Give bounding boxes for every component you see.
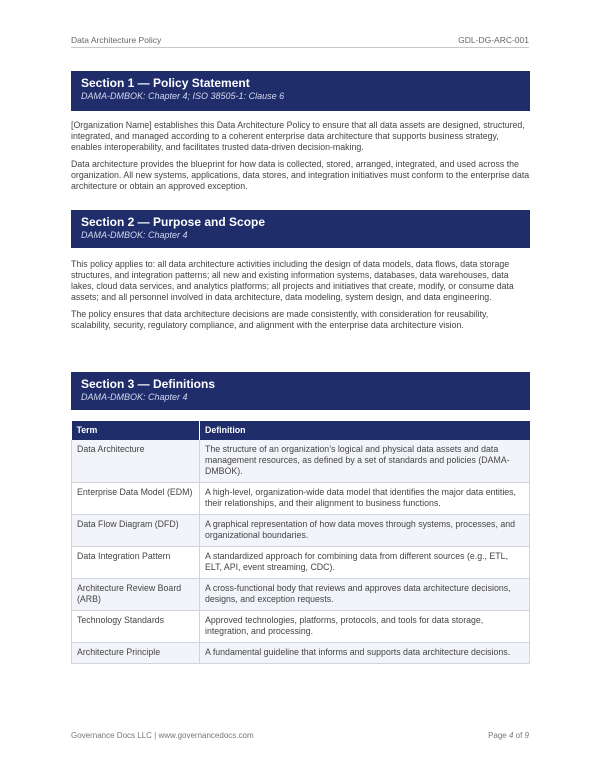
definition-cell: Approved technologies, platforms, protocols, and tools for data storage, integration, and processing.	[200, 611, 530, 643]
page-current: 4	[508, 731, 514, 740]
term-cell: Architecture Principle	[72, 643, 200, 664]
section-2	[71, 210, 530, 331]
section-1-banner	[71, 71, 530, 111]
section-3	[71, 372, 530, 664]
page-number	[488, 731, 529, 740]
definitions-table	[71, 421, 530, 664]
term-cell: Enterprise Data Model (EDM)	[72, 483, 200, 515]
definition-cell: The structure of an organization’s logical and physical data assets and data management resources, as defined by a set of standards and policies (DAMA-DMBOK).	[200, 440, 530, 483]
column-header-definition: Definition	[200, 421, 530, 440]
section-2-paragraph-2: The policy ensures that data architecture decisions are made consistently, with consideration for reusability, scalability, security, regulatory compliance, and alignment with the enterprise data architecture vision.	[71, 309, 489, 330]
section-3-banner	[71, 372, 530, 410]
section-1-paragraph-2: Data architecture provides the blueprint for how data is collected, stored, arranged, integrated, and used across the organization. All new systems, applications, data stores, and integration initiatives must conform to the enterprise data architecture or obtain an approved exception.	[71, 159, 530, 191]
section-1-title: Section 1 — Policy Statement	[81, 76, 250, 90]
footer-company: Governance Docs LLC | www.governancedocs.com	[71, 731, 254, 740]
term-cell: Data Flow Diagram (DFD)	[72, 515, 200, 547]
page-total: 9	[524, 731, 529, 740]
definition-cell: A standardized approach for combining data from different sources (e.g., ETL, ELT, API, event streaming, CDC).	[200, 547, 530, 579]
term-cell: Data Architecture	[72, 440, 200, 483]
table-row	[72, 440, 530, 483]
page-prefix: Page	[488, 731, 509, 740]
definition-cell: A fundamental guideline that informs and supports data architecture decisions.	[200, 643, 530, 664]
section-2-banner	[71, 210, 530, 248]
section-3-reference: DAMA-DMBOK: Chapter 4	[81, 392, 188, 402]
term-cell: Data Integration Pattern	[72, 547, 200, 579]
section-1-paragraph-1: [Organization Name] establishes this Data Architecture Policy to ensure that all data assets are designed, structured, integrated, and managed according to a coherent enterprise data architecture that supports business strategy, enables interoperability, and facilitates trusted data-driven decision-making.	[71, 120, 525, 152]
definition-cell: A cross-functional body that reviews and approves data architecture decisions, designs, and exception requests.	[200, 579, 530, 611]
definitions-header-row	[72, 421, 530, 440]
definition-cell: A graphical representation of how data moves through systems, processes, and organizational boundaries.	[200, 515, 530, 547]
table-row	[72, 515, 530, 547]
page-header	[71, 33, 529, 48]
document-title: Data Architecture Policy	[71, 35, 162, 45]
section-1-reference: DAMA-DMBOK: Chapter 4; ISO 38505-1: Clause 6	[81, 91, 285, 101]
section-2-title: Section 2 — Purpose and Scope	[81, 215, 266, 229]
section-3-title: Section 3 — Definitions	[81, 377, 216, 391]
section-2-paragraph-1: This policy applies to: all data architecture activities including the design of data models, data flows, data storage structures, and integration patterns; all new and existing information systems, databases, data warehouses, data lakes, cloud data services, and analytics platforms; all projects and initiatives that create, modify, or consume data assets; and all personnel involved in data architecture, data modeling, system design, and data engineering.	[71, 259, 514, 302]
table-row	[72, 643, 530, 664]
column-header-term: Term	[72, 421, 200, 440]
table-row	[72, 547, 530, 579]
table-row	[72, 611, 530, 643]
term-cell: Architecture Review Board (ARB)	[72, 579, 200, 611]
page-sep: of	[513, 731, 525, 740]
definition-cell: A high-level, organization-wide data model that identifies the major data entities, their relationships, and their alignment to business functions.	[200, 483, 530, 515]
section-2-reference: DAMA-DMBOK: Chapter 4	[81, 230, 188, 240]
document-code: GDL-DG-ARC-001	[458, 35, 529, 45]
section-1	[71, 71, 530, 192]
table-row	[72, 579, 530, 611]
table-row	[72, 483, 530, 515]
term-cell: Technology Standards	[72, 611, 200, 643]
